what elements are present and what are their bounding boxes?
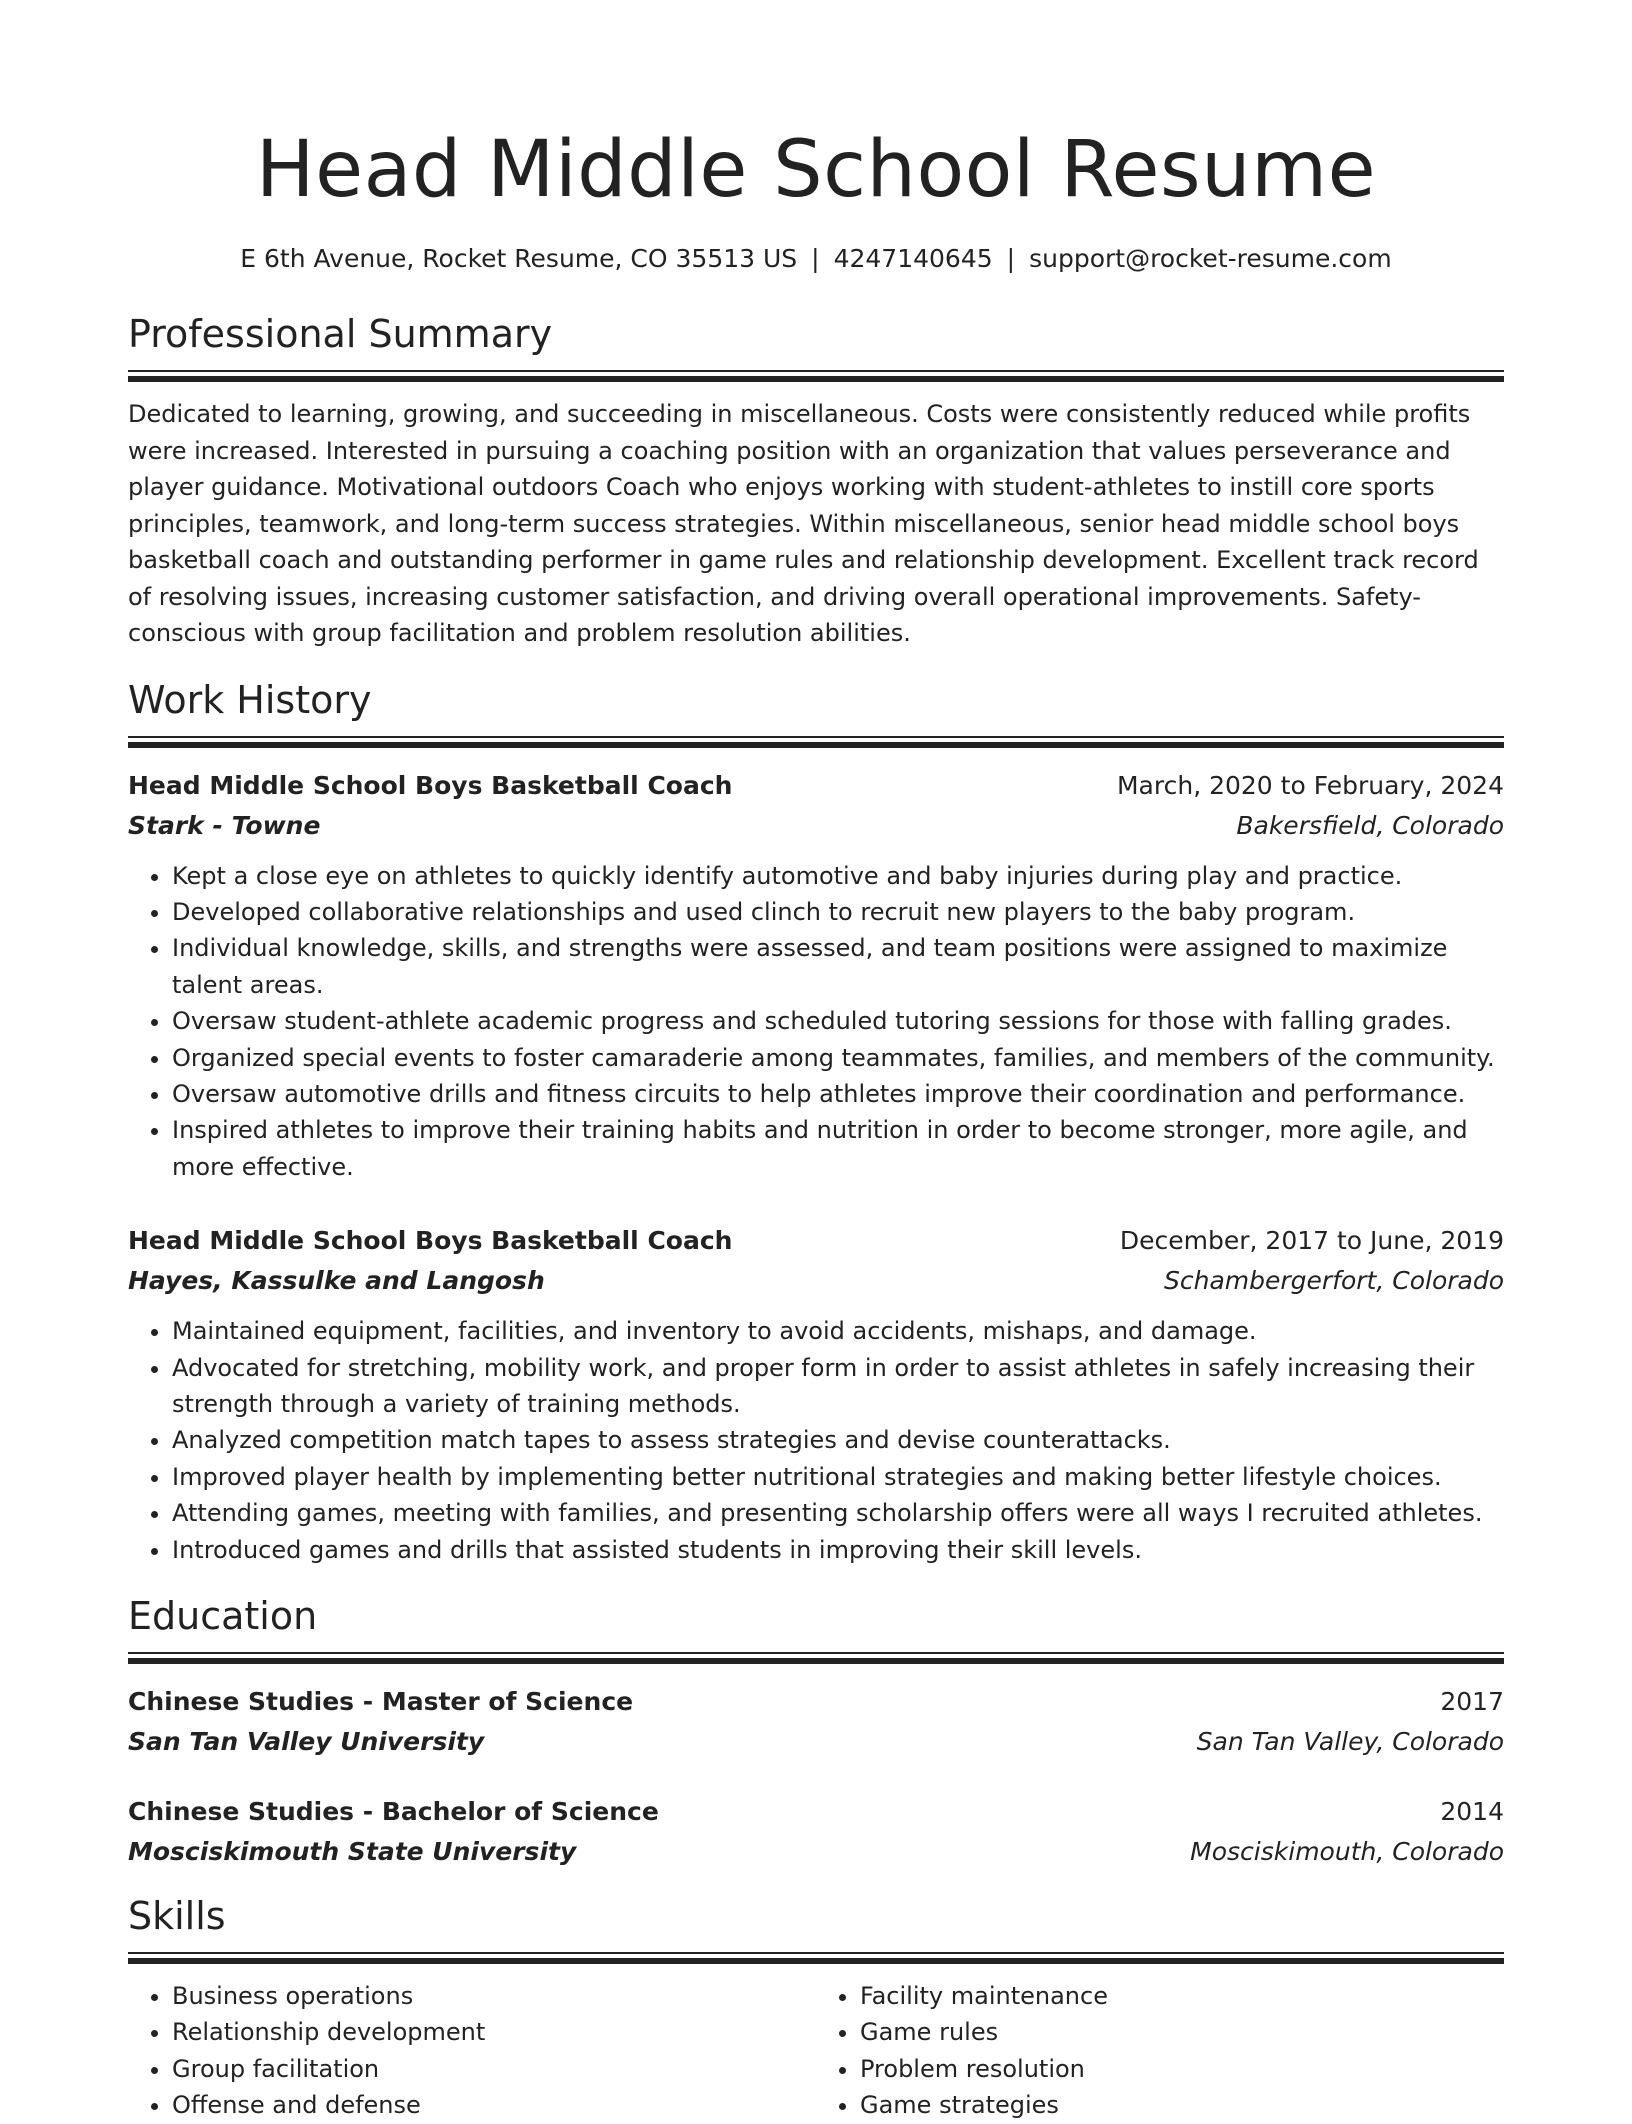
contact-separator: | bbox=[811, 244, 820, 273]
job-bullet: • Analyzed competition match tapes to assess strategies and devise counterattacks. bbox=[172, 1422, 1504, 1458]
job-company: Stark - Towne bbox=[128, 810, 321, 840]
skill-item: • Game strategies bbox=[860, 2087, 1504, 2123]
job-bullet: • Oversaw automotive drills and fitness circuits to help athletes improve their coordination and performance. bbox=[172, 1076, 1504, 1112]
education-heading: Education bbox=[128, 1594, 318, 1638]
job-bullet: • Inspired athletes to improve their training habits and nutrition in order to become stronger, more agile, and more effective. bbox=[172, 1112, 1504, 1185]
contact-email: support@rocket-resume.com bbox=[1029, 244, 1392, 273]
job-bullet-list bbox=[128, 858, 1504, 1186]
skills-columns bbox=[128, 1978, 1504, 2124]
job-dates: March, 2020 to February, 2024 bbox=[1116, 770, 1504, 800]
education-location: San Tan Valley, Colorado bbox=[1196, 1727, 1504, 1756]
job-bullet: • Attending games, meeting with families, and presenting scholarship offers were all ways I recruited athletes. bbox=[172, 1495, 1504, 1531]
section-divider bbox=[128, 736, 1504, 748]
job-bullet: • Oversaw student-athlete academic progress and scheduled tutoring sessions for those with falling grades. bbox=[172, 1003, 1504, 1039]
skill-item: • Business operations bbox=[172, 1978, 816, 2014]
job-bullet: • Developed collaborative relationships and used clinch to recruit new players to the baby program. bbox=[172, 894, 1504, 930]
education-year: 2014 bbox=[1440, 1797, 1504, 1826]
job-company: Hayes, Kassulke and Langosh bbox=[128, 1266, 545, 1296]
contact-separator: | bbox=[1006, 244, 1016, 273]
skill-item: • Offense and defense bbox=[172, 2087, 816, 2123]
skills-list-right bbox=[816, 1978, 1504, 2124]
job-bullet: • Introduced games and drills that assisted students in improving their skill levels. bbox=[172, 1532, 1504, 1568]
job-location: Schambergerfort, Colorado bbox=[1163, 1266, 1504, 1296]
education-year: 2017 bbox=[1440, 1687, 1504, 1716]
contact-address: E 6th Avenue, Rocket Resume, CO 35513 US bbox=[240, 244, 798, 273]
section-divider bbox=[128, 1652, 1504, 1664]
skill-item: • Group facilitation bbox=[172, 2051, 816, 2087]
job-bullet: • Advocated for stretching, mobility work, and proper form in order to assist athletes in safely increasing their strength through a variety of training methods. bbox=[172, 1350, 1504, 1423]
job-title: Head Middle School Boys Basketball Coach bbox=[128, 1226, 733, 1256]
job-entry bbox=[128, 1221, 1504, 1568]
education-school: San Tan Valley University bbox=[128, 1727, 485, 1756]
section-divider bbox=[128, 1952, 1504, 1964]
skill-item: • Relationship development bbox=[172, 2014, 816, 2050]
job-location: Bakersfield, Colorado bbox=[1236, 810, 1504, 840]
job-bullet: • Organized special events to foster camaraderie among teammates, families, and members of the community. bbox=[172, 1040, 1504, 1076]
education-degree: Chinese Studies - Master of Science bbox=[128, 1687, 634, 1716]
summary-section bbox=[128, 312, 1504, 652]
skills-section bbox=[128, 1894, 1504, 2124]
skills-heading: Skills bbox=[128, 1894, 226, 1938]
education-entry bbox=[128, 1792, 1504, 1872]
summary-text: Dedicated to learning, growing, and succeeding in miscellaneous. Costs were consistently reduced while profits were increased. Interested in pursuing a coaching position with an organization that values perseverance and player guidance. Motivational outdoors Coach who enjoys working with student-athletes to instill core sports principles, teamwork, and long-term success strategies. Within miscellaneous, senior head middle school boys basketball coach and outstanding performer in game rules and relationship development. Excellent track record of resolving issues, increasing customer satisfaction, and driving overall operational improvements. Safety-conscious with group facilitation and problem resolution abilities. bbox=[128, 400, 1479, 647]
resume-title: Head Middle School Resume bbox=[255, 125, 1377, 215]
skill-item: • Game rules bbox=[860, 2014, 1504, 2050]
job-bullet-list bbox=[128, 1313, 1504, 1568]
summary-heading: Professional Summary bbox=[128, 312, 553, 356]
education-degree: Chinese Studies - Bachelor of Science bbox=[128, 1797, 659, 1826]
skill-item: • Facility maintenance bbox=[860, 1978, 1504, 2014]
contact-line bbox=[128, 242, 1504, 276]
work-history-section bbox=[128, 678, 1504, 1569]
job-bullet: • Individual knowledge, skills, and strengths were assessed, and team positions were assigned to maximize talent areas. bbox=[172, 930, 1504, 1003]
education-school: Mosciskimouth State University bbox=[128, 1837, 577, 1866]
job-title: Head Middle School Boys Basketball Coach bbox=[128, 770, 733, 800]
skills-list-left bbox=[128, 1978, 816, 2124]
education-location: Mosciskimouth, Colorado bbox=[1190, 1837, 1504, 1866]
work-history-heading: Work History bbox=[128, 677, 372, 722]
skill-item: • Problem resolution bbox=[860, 2051, 1504, 2087]
section-divider bbox=[128, 370, 1504, 382]
education-section bbox=[128, 1594, 1504, 1872]
job-bullet: • Kept a close eye on athletes to quickly identify automotive and baby injuries during play and practice. bbox=[172, 858, 1504, 894]
job-dates: December, 2017 to June, 2019 bbox=[1119, 1226, 1504, 1256]
education-entry bbox=[128, 1682, 1504, 1762]
job-entry bbox=[128, 766, 1504, 1186]
contact-phone: 4247140645 bbox=[833, 244, 993, 273]
job-bullet: • Maintained equipment, facilities, and inventory to avoid accidents, mishaps, and damage. bbox=[172, 1313, 1504, 1349]
job-bullet: • Improved player health by implementing better nutritional strategies and making better lifestyle choices. bbox=[172, 1459, 1504, 1495]
